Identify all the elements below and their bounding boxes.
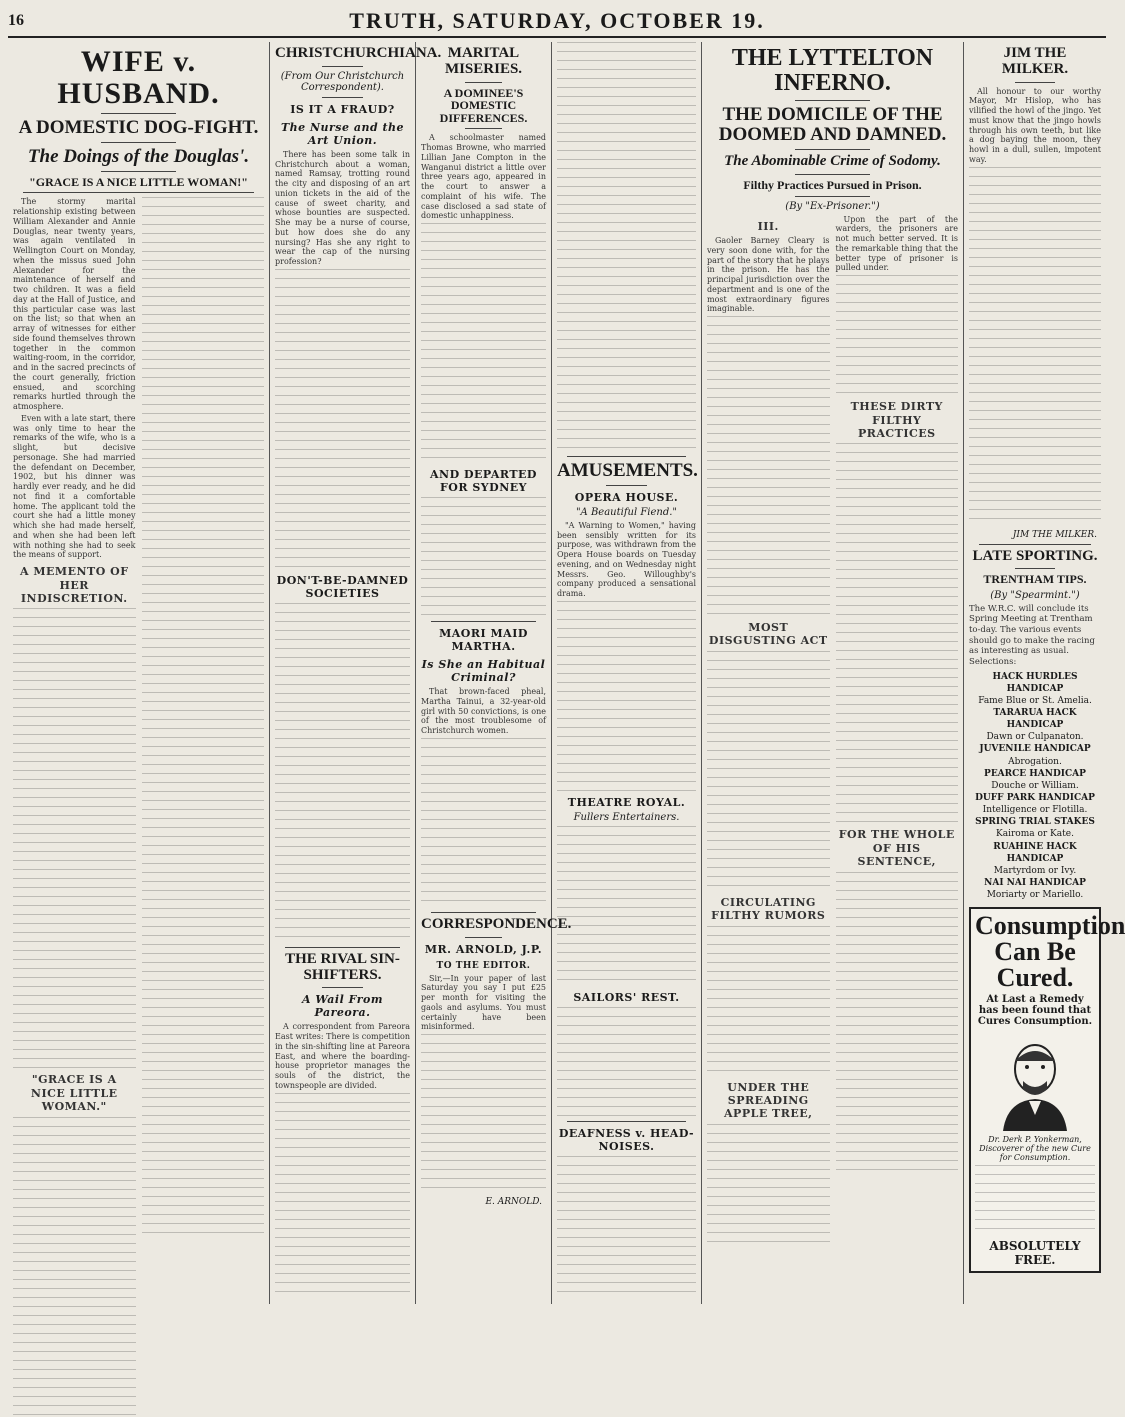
consumption-advert [969, 907, 1125, 1273]
article-maori-sub: Is She an Habitual Criminal? [421, 658, 546, 685]
article-lyttelton-sec-c: FOR THE WHOLE OF HIS SENTENCE, [838, 828, 955, 869]
tip-pick: Abrogation. [1008, 756, 1062, 767]
newspaper-title: TRUTH, SATURDAY, OCTOBER 19. [349, 8, 765, 33]
article-lyttelton-headline: THE LYTTELTON INFERNO. [731, 45, 934, 97]
article-lyttelton-subhead: THE DOMICILE OF THE DOOMED AND DAMNED. [718, 104, 947, 146]
article-sinshifters-body: A correspondent from Pareora East writes: There is competition in the sin-shifting line at Pareora East, and where the boarding-house proprietor manages the souls of the district, the townspeople are divided. [275, 1022, 410, 1090]
article-jim-body: All honour to our worthy Mayor, Mr Hislop, who has vilified the howl of the jingo. Yet must know that the jingo howls through his own teeth, but like a dog baying the moon, they howl in a dull, sullen, impotent way. [969, 86, 1101, 164]
page-number: 16 [8, 12, 24, 29]
columns [8, 42, 1125, 1304]
article-wife-subhead: A DOMESTIC DOG-FIGHT. [18, 117, 259, 138]
article-maori-body: That brown-faced pheal, Martha Tainui, a 32-year-old girl with 50 convictions, is one of the most troublesome of Christchurch women. [421, 687, 546, 736]
tip-pick: Martyrdom or Ivy. [993, 865, 1077, 876]
column-2 [270, 42, 442, 1304]
column-4 [552, 42, 702, 1304]
portrait-illustration-icon [985, 1031, 1085, 1131]
article-lyttelton-deck-2: Filthy Practices Pursued in Prison. [743, 178, 922, 192]
article-wife-body-left: The stormy marital relationship existing between William Alexander and Annie Douglas, near twenty years, was again ventilated in Wellington Court on Monday, when the missus sued John Alexander for the maintenance of herself and two children. It was a field day at the Hall of Justice, and this particular case was last on the list; so that when an array of witnesses for either side found themselves thrown together in the common waiting-room, in the corridor, and in the sacred precincts of the court generally, friction ensued, and scorching remarks hurtled through the atmosphere. Even with a late start, there was only time to hear the remarks of the wife, who is a slight, but decisive personage. She had married the defendant on December, 1902, but his dinner was hardly ever ready, and he did not find it a comfortable home. The applicant told the court she had a little money which she had made herself, and when she had been left with nothing she had to seek the means of support. A MEMENTO OF HER INDISCRETION. "GRACE IS A NICE LITTLE WOMAN." [13, 197, 136, 1237]
article-wife-section-2: "GRACE IS A NICE LITTLE WOMAN." [30, 1073, 118, 1114]
advert-headline: Consumption Can Be Cured. [975, 911, 1125, 993]
article-sinshifters-sub: A Wail From Pareora. [302, 993, 383, 1020]
tip-race: NAI NAI HANDICAP [984, 877, 1086, 888]
article-wife-headline: WIFE v. HUSBAND. [57, 45, 220, 110]
sporting-byline: (By "Spearmint.") [990, 589, 1080, 601]
tip-race: DUFF PARK HANDICAP [975, 793, 1095, 803]
article-marital-headline: MARITAL MISERIES. [444, 45, 523, 77]
article-christchurch-headline: CHRISTCHURCHIANA. [275, 45, 442, 61]
column-1 [8, 42, 270, 1304]
column-3 [416, 42, 572, 1304]
article-marital-subhead: A DOMINEE'S DOMESTIC DIFFERENCES. [439, 85, 528, 125]
article-lyttelton-deck: The Abominable Crime of Sodomy. [724, 153, 941, 170]
article-maori-headline: MAORI MAID MARTHA. [439, 627, 528, 654]
masthead [8, 6, 1106, 38]
article-christchurch-body: There has been some talk in Christchurch about a woman, named Ramsay, trotting round the city and disposing of an art union tickets in the aid of the cause of sweet charity, and whose bounties are suspected. She may be a nurse of course, but how does she do any nursing? Has she any right to wear the cap of the nursing profession? [275, 149, 410, 266]
article-wife-section-1: A MEMENTO OF HER INDISCRETION. [19, 565, 129, 606]
tip-pick: Kairoma or Kate. [996, 829, 1074, 840]
article-christchurch-byline: (From Our Christchurch Correspondent). [280, 70, 405, 93]
amusements-opera-house: OPERA HOUSE. [574, 490, 679, 504]
tip-race: TARARUA HACK HANDICAP [993, 708, 1077, 731]
tip-race: RUAHINE HACK HANDICAP [993, 841, 1077, 864]
article-jim-signoff: JIM THE MILKER. [1012, 529, 1097, 540]
tip-race: JUVENILE HANDICAP [979, 744, 1091, 755]
correspondence-headline: CORRESPONDENCE. [421, 915, 572, 932]
sporting-intro: The W.R.C. will conclude its Spring Meeting at Trentham to-day. The various events should go to make the racing as interesting as usual. Selections: [969, 603, 1095, 667]
article-christchurch-sub-2: The Nurse and the Art Union. [280, 120, 405, 147]
article-jim-headline: JIM THE MILKER. [1001, 45, 1069, 77]
sporting-tips-list [969, 671, 1101, 902]
tip-race: HACK HURDLES HANDICAP [992, 671, 1078, 694]
amusements-opera-deck: "A Beautiful Fiend." [575, 506, 678, 518]
advert-free: ABSOLUTELY FREE. [989, 1239, 1081, 1268]
article-lyttelton-sec-e: UNDER THE SPREADING APPLE TREE, [724, 1080, 813, 1121]
article-christchurch-sub-1: IS IT A FRAUD? [290, 102, 395, 116]
article-lyttelton-sec-a: THESE DIRTY FILTHY PRACTICES [850, 400, 943, 440]
tip-pick: Moriarty or Mariello. [986, 890, 1084, 901]
advert-caption: Dr. Derk P. Yonkerman, Discoverer of the new Cure for Consumption. [979, 1135, 1091, 1163]
tip-pick: Intelligence or Flotilla. [982, 805, 1088, 816]
article-marital-body: A schoolmaster named Thomas Browne, who married Lillian Jane Compton in the Wanganui district a little over three years ago, appeared in the court to answer a complaint of his wife. The case disclosed a sad state of domestic unhappiness. [421, 133, 546, 221]
column-5 [702, 42, 964, 1304]
article-lyttelton-section-number: III. [757, 219, 779, 233]
article-lyttelton-byline: (By "Ex-Prisoner.") [785, 200, 880, 212]
tip-pick: Fame Blue or St. Amelia. [978, 695, 1092, 706]
article-lyttelton-body-left: III. Gaoler Barney Cleary is very soon done with, for the part of the story that he plays in the prison. He has the principal jurisdiction over the department and is one of the most extraordinary figures imaginable. MOST DISGUSTING ACT CIRCULATING FILTHY RUMORS UNDER THE SPREADING APPLE TREE, [707, 215, 830, 1215]
tip-pick: Douche or William. [991, 780, 1079, 791]
article-wife-deck: The Doings of the Douglas'. [27, 145, 250, 167]
column-6 [964, 42, 1125, 1304]
article-wife-body-right [142, 197, 265, 1237]
amusements-body: "A Warning to Women," having been sensibly written for its purpose, was withdrawn from the Opera House boards on Tuesday evening, and on Wednesday night Messrs. Geo. Willoughby's company produced a sensational drama. [557, 520, 696, 599]
correspondence-to: TO THE EDITOR. [436, 960, 531, 971]
amusements-headline: AMUSEMENTS. [557, 460, 698, 481]
article-wife-quote: "GRACE IS A NICE LITTLE WOMAN!" [29, 174, 248, 189]
sporting-headline: LATE SPORTING. [972, 547, 1098, 564]
tip-race: SPRING TRIAL STAKES [975, 817, 1095, 828]
amusements-sailors-rest: SAILORS' REST. [573, 990, 680, 1004]
amusements-theatre-deck: Fullers Entertainers. [573, 811, 680, 823]
tip-pick: Dawn or Culpanaton. [986, 732, 1084, 743]
deafness-headline: DEAFNESS v. HEAD-NOISES. [558, 1126, 695, 1153]
article-lyttelton-sec-b: MOST DISGUSTING ACT [708, 621, 828, 648]
article-lyttelton-body-right: Upon the part of the warders, the prisoners are not much better served. It is the remarkable thing that the better type of prisoner is pulled under. THESE DIRTY FILTHY PRACTICES FOR THE WHOLE OF HIS SENTENCE, [836, 215, 959, 1215]
amusements-theatre-royal: THEATRE ROYAL. [567, 795, 686, 809]
article-lyttelton-sec-d: CIRCULATING FILTHY RUMORS [711, 895, 826, 923]
correspondence-body: Sir,—In your paper of last Saturday you say I put £25 per month for visiting the gaols and asylums. You must certainly have been misinformed. [421, 973, 546, 1032]
correspondence-signoff: E. ARNOLD. [485, 1197, 542, 1208]
article-sinshifters-headline: THE RIVAL SIN-SHIFTERS. [285, 950, 400, 983]
correspondence-author: MR. ARNOLD, J.P. [424, 942, 543, 956]
advert-subhead: At Last a Remedy has been found that Cures Consumption. [977, 994, 1093, 1028]
tip-race: PEARCE HANDICAP [984, 768, 1086, 779]
article-marital-sydney: AND DEPARTED FOR SYDNEY [430, 468, 537, 495]
sporting-subhead: TRENTHAM TIPS. [983, 572, 1087, 587]
article-christchurch-sub-3: DON'T-BE-DAMNED SOCIETIES [276, 573, 409, 600]
